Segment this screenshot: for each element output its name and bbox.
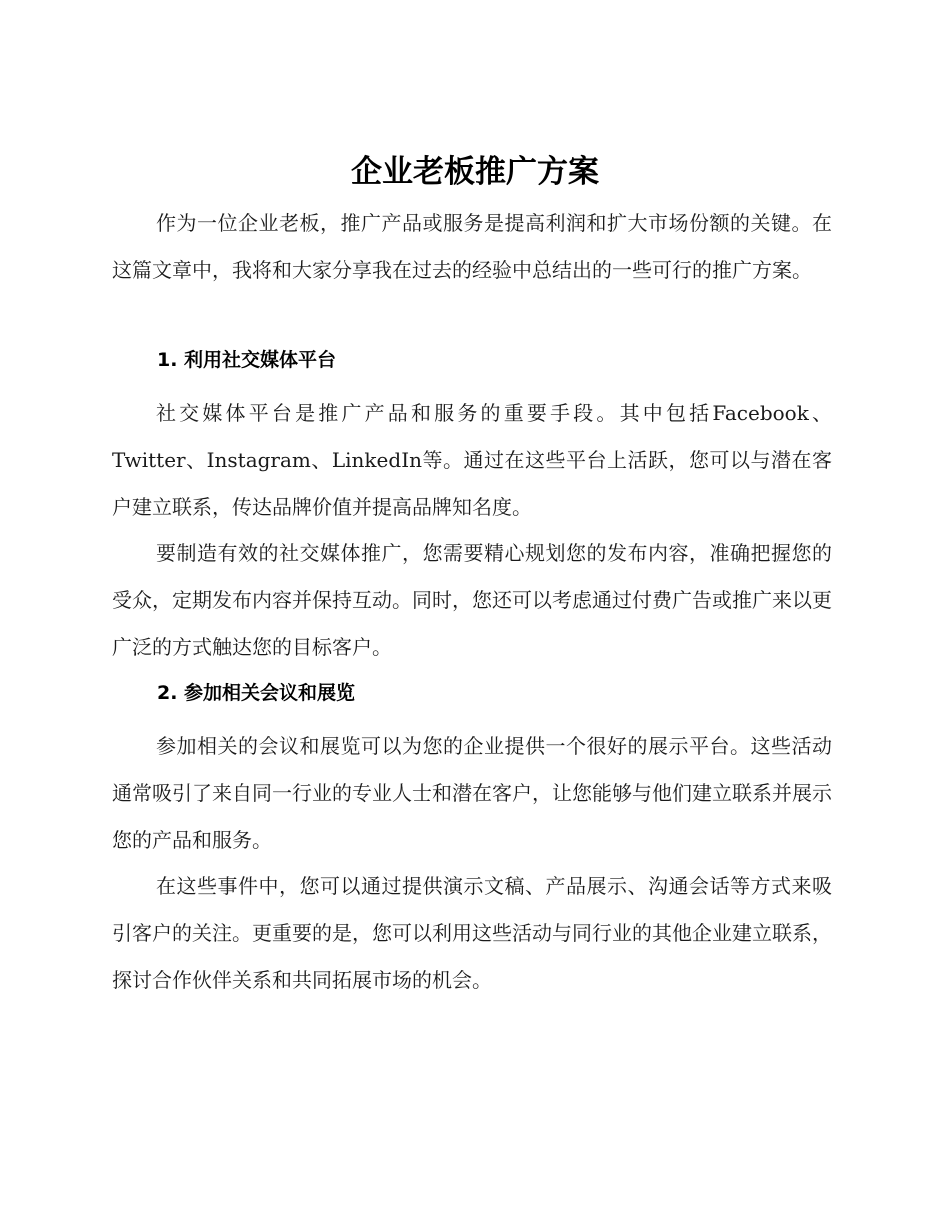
section-1-heading: 1. 利用社交媒体平台 <box>157 349 337 371</box>
section-2-paragraph-2: 在这些事件中，您可以通过提供演示文稿、产品展示、沟通会话等方式来吸引客户的关注。更重要的是，您可以利用这些活动与同行业的其他企业建立联系，探讨合作伙伴关系和共同拓展市场的机会。 <box>112 874 832 992</box>
section-2-paragraph-1: 参加相关的会议和展览可以为您的企业提供一个很好的展示平台。这些活动通常吸引了来自同一行业的专业人士和潜在客户，让您能够与他们建立联系并展示您的产品和服务。 <box>112 734 832 852</box>
document-title: 企业老板推广方案 <box>351 154 599 190</box>
section-1-paragraph-1: 社交媒体平台是推广产品和服务的重要手段。其中包括Facebook、Twitter、Instagram、LinkedIn等。通过在这些平台上活跃，您可以与潜在客户建立联系，传达品牌价值并提高品牌知名度。 <box>112 401 832 519</box>
section-1-paragraph-2: 要制造有效的社交媒体推广，您需要精心规划您的发布内容，准确把握您的受众，定期发布内容并保持互动。同时，您还可以考虑通过付费广告或推广来以更广泛的方式触达您的目标客户。 <box>112 541 832 659</box>
section-2-heading: 2. 参加相关会议和展览 <box>157 682 356 704</box>
intro-paragraph: 作为一位企业老板，推广产品或服务是提高利润和扩大市场份额的关键。在这篇文章中，我将和大家分享我在过去的经验中总结出的一些可行的推广方案。 <box>112 211 832 282</box>
